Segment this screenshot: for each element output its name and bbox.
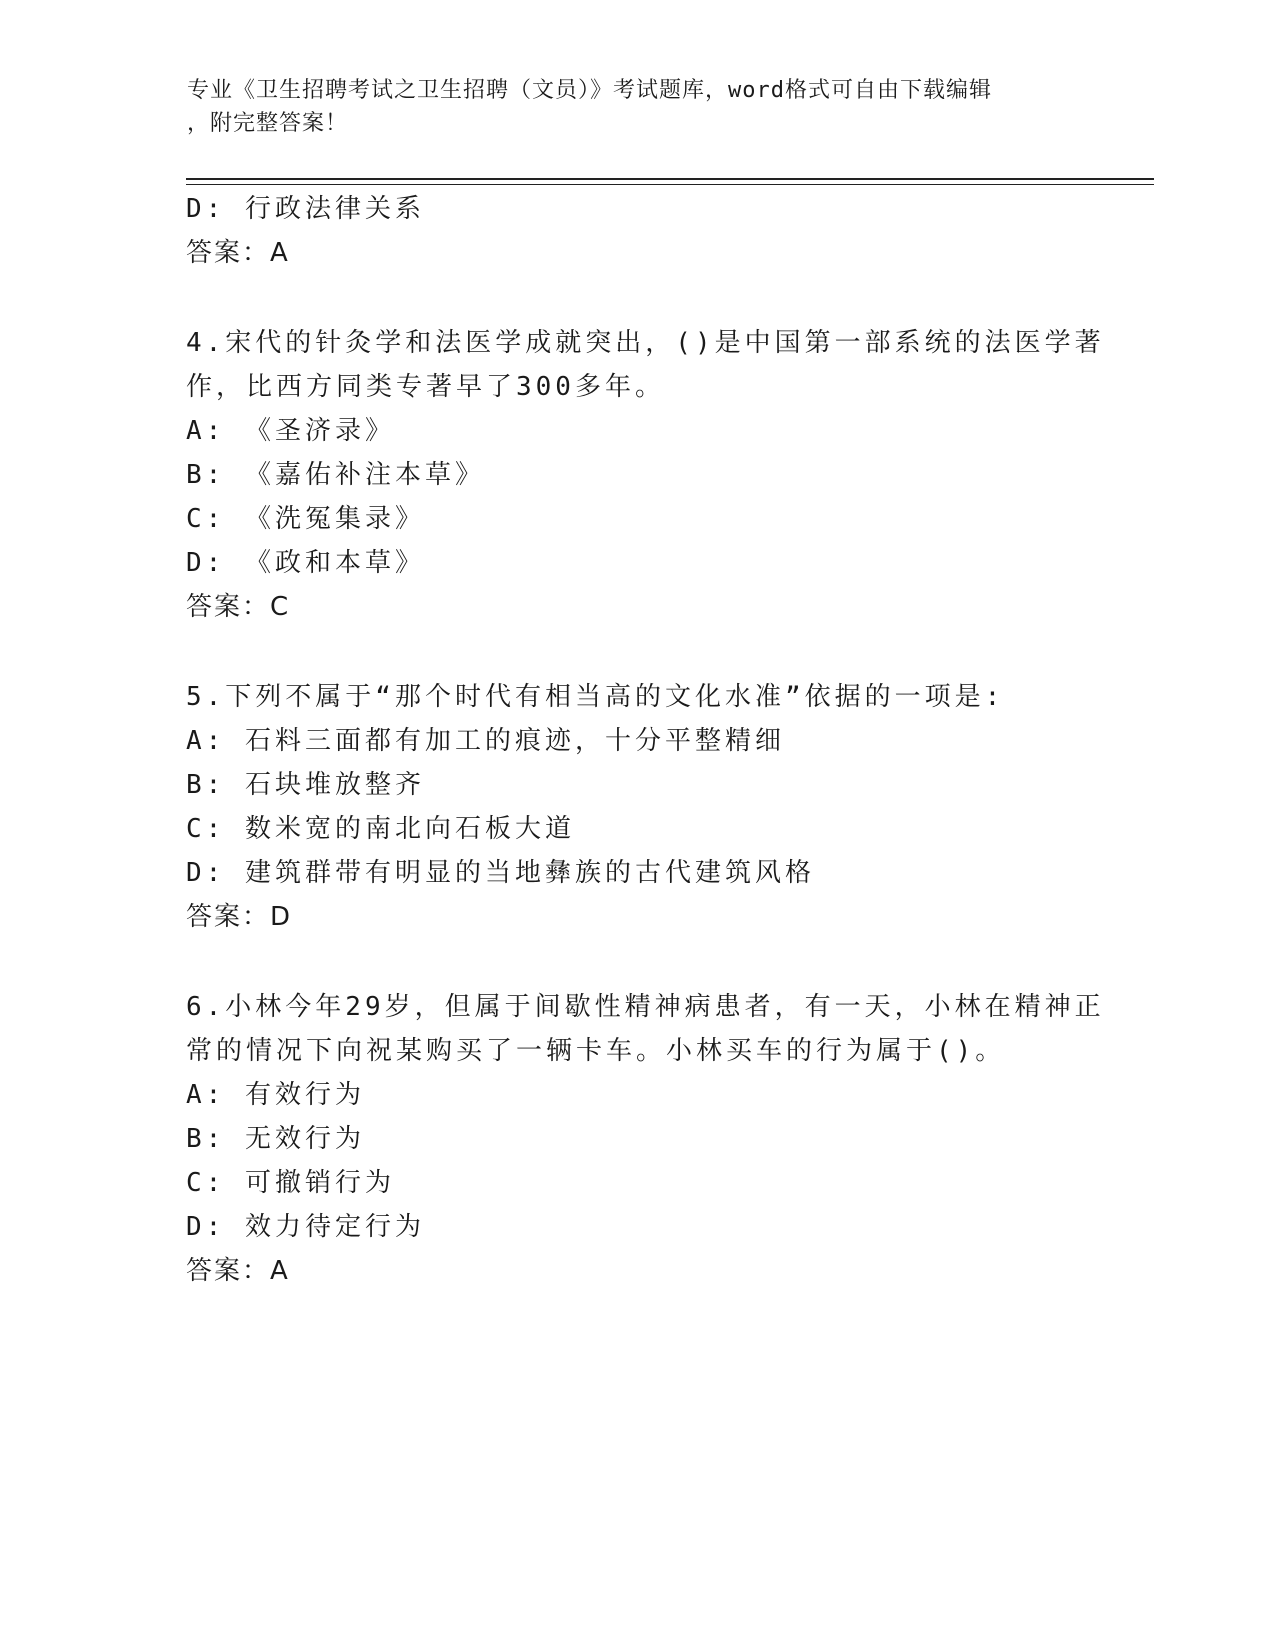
question-5-option-c: C: 数米宽的南北向石板大道 — [186, 814, 575, 844]
question-6-option-c: C: 可撤销行为 — [186, 1168, 395, 1198]
header-divider-thick — [186, 178, 1154, 180]
question-4-option-b: B: 《嘉佑补注本草》 — [186, 460, 485, 490]
question-6-stem-line-2: 常的情况下向祝某购买了一辆卡车。小林买车的行为属于()。 — [186, 1036, 1006, 1066]
question-6-stem-line-1: 6.小林今年29岁，但属于间歇性精神病患者，有一天，小林在精神正 — [186, 992, 1105, 1022]
question-5-stem-line-1: 5.下列不属于“那个时代有相当高的文化水准”依据的一项是: — [186, 682, 1005, 712]
prev-answer: 答案：A — [186, 238, 290, 268]
question-5-option-d: D: 建筑群带有明显的当地彝族的古代建筑风格 — [186, 858, 815, 888]
question-5-option-b: B: 石块堆放整齐 — [186, 770, 425, 800]
question-6-option-b: B: 无效行为 — [186, 1124, 365, 1154]
question-4-option-a: A: 《圣济录》 — [186, 416, 395, 446]
question-6-option-d: D: 效力待定行为 — [186, 1212, 425, 1242]
header-line-2: ，附完整答案！ — [187, 111, 349, 136]
header-line-1: 专业《卫生招聘考试之卫生招聘（文员）》考试题库，word格式可自由下载编辑 — [187, 78, 992, 103]
question-4-answer: 答案：C — [186, 592, 291, 622]
question-4-stem-line-1: 4.宋代的针灸学和法医学成就突出，()是中国第一部系统的法医学著 — [186, 328, 1105, 358]
question-4-option-c: C: 《洗冤集录》 — [186, 504, 425, 534]
question-6-option-a: A: 有效行为 — [186, 1080, 365, 1110]
question-6-answer: 答案：A — [186, 1256, 290, 1286]
question-5-option-a: A: 石料三面都有加工的痕迹，十分平整精细 — [186, 726, 785, 756]
question-4-option-d: D: 《政和本草》 — [186, 548, 425, 578]
document-header — [187, 74, 1067, 140]
prev-option-d: D: 行政法律关系 — [186, 194, 425, 224]
header-divider-thin — [186, 184, 1154, 185]
question-4-stem-line-2: 作，比西方同类专著早了300多年。 — [186, 372, 665, 402]
question-5-answer: 答案：D — [186, 902, 293, 932]
